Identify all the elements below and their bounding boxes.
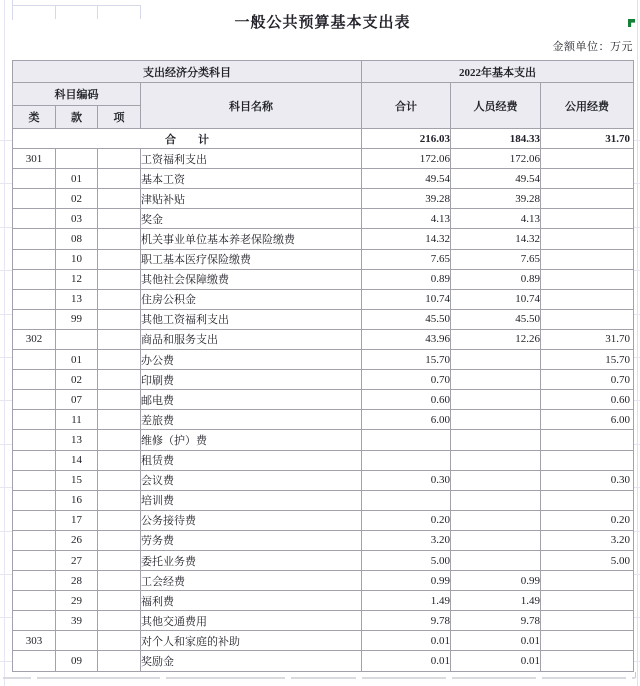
cell-section-code: 01 [56, 169, 98, 189]
cell-public: 15.70 [541, 350, 634, 370]
header-personnel: 人员经费 [451, 83, 541, 129]
cell-total: 39.28 [362, 189, 451, 209]
sheet-row-gridline [0, 574, 12, 575]
table-row [13, 249, 634, 269]
cell-total: 15.70 [362, 350, 451, 370]
cell-class-code [13, 189, 56, 209]
cell-class-code [13, 350, 56, 370]
header-group-row [13, 61, 634, 83]
cell-class-code [13, 591, 56, 611]
cell-subject-name: 福利费 [141, 591, 362, 611]
cell-personnel: 9.78 [451, 611, 541, 631]
cell-section-code: 09 [56, 651, 98, 671]
cell-subject-name: 其他社会保障缴费 [141, 269, 362, 289]
cell-subject-name: 培训费 [141, 490, 362, 510]
cell-public [541, 490, 634, 510]
cell-personnel [451, 450, 541, 470]
cell-public [541, 591, 634, 611]
cell-section-code: 12 [56, 269, 98, 289]
cell-item-code [98, 470, 141, 490]
cell-personnel [451, 410, 541, 430]
sheet-row-gridline [633, 444, 640, 445]
cell-public [541, 309, 634, 329]
cell-item-code [98, 189, 141, 209]
cell-total [362, 490, 451, 510]
cell-subject-name: 其他交通费用 [141, 611, 362, 631]
sheet-row-gridline [0, 227, 12, 228]
sheet-row-gridline [633, 400, 640, 401]
cell-item-code [98, 390, 141, 410]
cell-item-code [98, 550, 141, 570]
sheet-row-gridline [633, 661, 640, 662]
cell-section-code [56, 149, 98, 169]
cell-personnel: 0.01 [451, 631, 541, 651]
sheet-row-gridline [0, 400, 12, 401]
sheet-row-gridline [633, 314, 640, 315]
cell-class-code [13, 169, 56, 189]
budget-table [12, 60, 634, 672]
header-subject-group: 支出经济分类科目 [13, 61, 362, 83]
cell-personnel [451, 390, 541, 410]
cell-subject-name: 职工基本医疗保险缴费 [141, 249, 362, 269]
cell-section-code: 28 [56, 571, 98, 591]
table-row [13, 410, 634, 430]
table-row [13, 209, 634, 229]
cell-total: 0.01 [362, 651, 451, 671]
sheet-row-gridline [0, 444, 12, 445]
cell-public [541, 430, 634, 450]
next-row-border [3, 677, 31, 679]
cell-class-code [13, 430, 56, 450]
sheet-row-gridline [633, 227, 640, 228]
cell-class-code: 303 [13, 631, 56, 651]
cell-subject-name: 办公费 [141, 350, 362, 370]
cell-item-code [98, 591, 141, 611]
cell-section-code: 01 [56, 350, 98, 370]
cell-class-code [13, 249, 56, 269]
cell-public [541, 289, 634, 309]
cell-public [541, 189, 634, 209]
cell-section-code: 29 [56, 591, 98, 611]
sheet-row-gridline [0, 617, 12, 618]
table-row [13, 530, 634, 550]
sheet-row-gridline [0, 270, 12, 271]
cell-section-code: 08 [56, 229, 98, 249]
cell-item-code [98, 269, 141, 289]
table-row [13, 169, 634, 189]
cell-total-label: 合 计 [13, 129, 362, 149]
cell-total: 9.78 [362, 611, 451, 631]
cell-section-code: 14 [56, 450, 98, 470]
table-row [13, 390, 634, 410]
cell-personnel [451, 510, 541, 530]
total-row [13, 129, 634, 149]
sheet-row-gridline [0, 487, 12, 488]
table-row [13, 510, 634, 530]
next-row-border [291, 677, 356, 679]
cell-item-code [98, 350, 141, 370]
cell-item-code [98, 289, 141, 309]
cell-section-code: 03 [56, 209, 98, 229]
cell-public: 0.60 [541, 390, 634, 410]
cell-personnel [451, 350, 541, 370]
header-subject-name: 科目名称 [141, 83, 362, 129]
table-body [13, 129, 634, 672]
cell-personnel: 12.26 [451, 329, 541, 349]
table-row [13, 309, 634, 329]
next-row-border [166, 677, 285, 679]
cell-item-code [98, 249, 141, 269]
cell-total: 14.32 [362, 229, 451, 249]
cell-subject-name: 印刷费 [141, 370, 362, 390]
table-row [13, 269, 634, 289]
sheet-row-gridline [0, 661, 12, 662]
cell-total: 0.89 [362, 269, 451, 289]
cell-section-code [56, 631, 98, 651]
cell-personnel [451, 550, 541, 570]
sheet-row-gridline [633, 270, 640, 271]
cell-total: 7.65 [362, 249, 451, 269]
cell-subject-name: 商品和服务支出 [141, 329, 362, 349]
table-row [13, 329, 634, 349]
header-total: 合计 [362, 83, 451, 129]
cell-class-code [13, 470, 56, 490]
cell-section-code: 13 [56, 289, 98, 309]
cell-class-code: 302 [13, 329, 56, 349]
table-row [13, 611, 634, 631]
cell-class-code [13, 611, 56, 631]
cell-total: 3.20 [362, 530, 451, 550]
header-item: 项 [98, 106, 141, 129]
cell-personnel [451, 370, 541, 390]
cell-public [541, 149, 634, 169]
cell-total: 0.60 [362, 390, 451, 410]
sheet-row-gridline [633, 140, 640, 141]
cell-item-code [98, 410, 141, 430]
header-subject-code: 科目编码 [13, 83, 141, 106]
cell-total: 43.96 [362, 329, 451, 349]
cell-public: 0.20 [541, 510, 634, 530]
cell-total: 0.30 [362, 470, 451, 490]
cell-item-code [98, 149, 141, 169]
next-row-border [542, 677, 626, 679]
cell-public [541, 229, 634, 249]
sheet-row-gridline [0, 357, 12, 358]
cell-public: 0.30 [541, 470, 634, 490]
cell-item-code [98, 370, 141, 390]
cell-item-code [98, 490, 141, 510]
cell-class-code [13, 651, 56, 671]
cell-section-code: 26 [56, 530, 98, 550]
cell-subject-name: 劳务费 [141, 530, 362, 550]
table-row [13, 571, 634, 591]
header-public: 公用经费 [541, 83, 634, 129]
cell-subject-name: 奖励金 [141, 651, 362, 671]
cell-public: 31.70 [541, 129, 634, 149]
cell-personnel [451, 470, 541, 490]
table-row [13, 229, 634, 249]
cell-section-code: 39 [56, 611, 98, 631]
cell-personnel: 0.99 [451, 571, 541, 591]
sheet-row-gridline [633, 531, 640, 532]
cell-subject-name: 基本工资 [141, 169, 362, 189]
cell-public [541, 571, 634, 591]
table-row [13, 550, 634, 570]
cell-item-code [98, 209, 141, 229]
cell-total: 49.54 [362, 169, 451, 189]
cell-class-code [13, 571, 56, 591]
cell-subject-name: 工资福利支出 [141, 149, 362, 169]
cell-subject-name: 其他工资福利支出 [141, 309, 362, 329]
cell-item-code [98, 329, 141, 349]
cell-subject-name: 会议费 [141, 470, 362, 490]
table-row [13, 450, 634, 470]
cell-total: 216.03 [362, 129, 451, 149]
cell-subject-name: 津贴补贴 [141, 189, 362, 209]
cell-public [541, 651, 634, 671]
cell-subject-name: 邮电费 [141, 390, 362, 410]
cell-personnel: 7.65 [451, 249, 541, 269]
table-row [13, 370, 634, 390]
cell-public [541, 269, 634, 289]
cell-personnel: 10.74 [451, 289, 541, 309]
cell-class-code [13, 510, 56, 530]
cell-total: 0.70 [362, 370, 451, 390]
cell-section-code: 02 [56, 189, 98, 209]
cell-personnel [451, 530, 541, 550]
cell-section-code [56, 329, 98, 349]
header-class: 类 [13, 106, 56, 129]
cell-personnel: 0.89 [451, 269, 541, 289]
cell-item-code [98, 631, 141, 651]
cell-section-code: 07 [56, 390, 98, 410]
cell-public [541, 631, 634, 651]
cell-class-code [13, 450, 56, 470]
table-row [13, 350, 634, 370]
cell-section-code: 13 [56, 430, 98, 450]
amount-unit-label: 金额单位：万元 [552, 41, 633, 53]
cell-item-code [98, 611, 141, 631]
table-row [13, 631, 634, 651]
cell-total: 5.00 [362, 550, 451, 570]
cell-item-code [98, 651, 141, 671]
page-title: 一般公共预算基本支出表 [234, 15, 411, 31]
cell-subject-name: 委托业务费 [141, 550, 362, 570]
cell-personnel: 0.01 [451, 651, 541, 671]
cell-personnel: 1.49 [451, 591, 541, 611]
table-row [13, 189, 634, 209]
sheet-row-gridline [0, 314, 12, 315]
cell-item-code [98, 571, 141, 591]
cell-subject-name: 公务接待费 [141, 510, 362, 530]
table-row [13, 591, 634, 611]
cell-public: 5.00 [541, 550, 634, 570]
cell-section-code: 27 [56, 550, 98, 570]
cell-personnel: 14.32 [451, 229, 541, 249]
cell-personnel: 4.13 [451, 209, 541, 229]
cell-class-code [13, 289, 56, 309]
cell-total: 4.13 [362, 209, 451, 229]
cell-section-code: 15 [56, 470, 98, 490]
cell-personnel [451, 490, 541, 510]
cell-item-code [98, 430, 141, 450]
cell-class-code: 301 [13, 149, 56, 169]
sheet-row-gridline [0, 183, 12, 184]
cell-section-code: 17 [56, 510, 98, 530]
sheet-gridline-top [12, 5, 141, 6]
cell-item-code [98, 169, 141, 189]
cell-total: 0.20 [362, 510, 451, 530]
sheet-row-gridline [633, 487, 640, 488]
cell-subject-name: 机关事业单位基本养老保险缴费 [141, 229, 362, 249]
cell-item-code [98, 530, 141, 550]
table-row [13, 490, 634, 510]
sheet-row-gridline [633, 357, 640, 358]
cell-item-code [98, 229, 141, 249]
header-code-row [13, 83, 634, 106]
next-row-border [37, 677, 160, 679]
cell-public [541, 209, 634, 229]
cell-public: 31.70 [541, 329, 634, 349]
table-row [13, 470, 634, 490]
cell-class-code [13, 229, 56, 249]
cell-class-code [13, 209, 56, 229]
cell-class-code [13, 309, 56, 329]
sheet-row-gridline [0, 140, 12, 141]
next-row-border-tick [635, 672, 636, 678]
cell-class-code [13, 490, 56, 510]
sheet-row-gridline [633, 617, 640, 618]
cell-class-code [13, 370, 56, 390]
cell-class-code [13, 550, 56, 570]
cell-total [362, 450, 451, 470]
cell-section-code: 16 [56, 490, 98, 510]
cell-personnel: 49.54 [451, 169, 541, 189]
sheet-row-gridline [633, 183, 640, 184]
cell-personnel: 184.33 [451, 129, 541, 149]
cell-subject-name: 工会经费 [141, 571, 362, 591]
sheet-row-gridline [633, 574, 640, 575]
sheet-row-gridline [0, 531, 12, 532]
header-section: 款 [56, 106, 98, 129]
cell-item-code [98, 450, 141, 470]
table-row [13, 149, 634, 169]
cell-subject-name: 对个人和家庭的补助 [141, 631, 362, 651]
cell-personnel: 45.50 [451, 309, 541, 329]
cell-subject-name: 住房公积金 [141, 289, 362, 309]
cell-personnel [451, 430, 541, 450]
cell-public [541, 169, 634, 189]
cell-class-code [13, 530, 56, 550]
cell-subject-name: 租赁费 [141, 450, 362, 470]
next-row-border [362, 677, 446, 679]
cell-total: 10.74 [362, 289, 451, 309]
next-row-border [452, 677, 536, 679]
cell-class-code [13, 269, 56, 289]
cell-class-code [13, 410, 56, 430]
cell-total [362, 430, 451, 450]
cell-total: 6.00 [362, 410, 451, 430]
cell-public: 0.70 [541, 370, 634, 390]
sheet-gridline-right [637, 0, 638, 686]
cell-section-code: 11 [56, 410, 98, 430]
header-year-group: 2022年基本支出 [362, 61, 634, 83]
cell-public: 3.20 [541, 530, 634, 550]
cell-public: 6.00 [541, 410, 634, 430]
sheet-gridline-left [4, 0, 5, 686]
cell-public [541, 249, 634, 269]
cell-public [541, 611, 634, 631]
cell-total: 45.50 [362, 309, 451, 329]
cell-section-code: 10 [56, 249, 98, 269]
cell-item-code [98, 510, 141, 530]
cell-subject-name: 维修（护）费 [141, 430, 362, 450]
cell-subject-name: 差旅费 [141, 410, 362, 430]
table-row [13, 651, 634, 671]
cell-item-code [98, 309, 141, 329]
cell-subject-name: 奖金 [141, 209, 362, 229]
cell-total: 0.99 [362, 571, 451, 591]
table-row [13, 430, 634, 450]
cell-total: 172.06 [362, 149, 451, 169]
cell-personnel: 172.06 [451, 149, 541, 169]
cell-personnel: 39.28 [451, 189, 541, 209]
cell-total: 1.49 [362, 591, 451, 611]
cell-total: 0.01 [362, 631, 451, 651]
cell-class-code [13, 390, 56, 410]
cell-section-code: 99 [56, 309, 98, 329]
cell-section-code: 02 [56, 370, 98, 390]
cell-public [541, 450, 634, 470]
table-row [13, 289, 634, 309]
